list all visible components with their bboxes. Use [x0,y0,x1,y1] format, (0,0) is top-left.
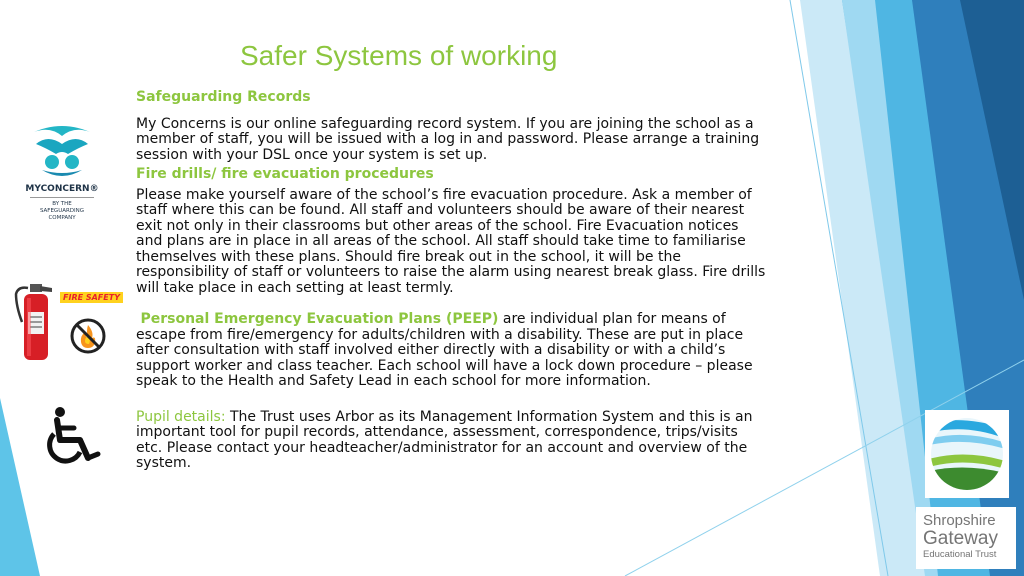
peep-heading: Personal Emergency Evacuation Plans (PEEP) [140,311,499,327]
trust-line1: Shropshire [923,512,996,529]
slide-title: Safer Systems of working [240,40,558,71]
myconcern-sub2: SAFEGUARDING [39,208,85,214]
myconcern-name: MYCONCERN® [25,184,99,194]
myconcern-sub3: COMPANY [48,215,76,221]
peep-text: are individual plan for means of escape from fire/emergency for adults/children with a disability. These are put in place after consultation with staff involved either directly with a disability or with a child’s support worker and class teacher. Each school will have a lock down procedure – please speak to the Health and Safety Lead in each school for more information. [136,311,753,389]
peep-paragraph [136,312,766,390]
pupil-details-paragraph [136,410,766,472]
trust-line2: Gateway [923,528,998,549]
myconcern-sub1: BY THE [52,201,72,207]
myconcern-emblem-icon [30,122,94,178]
fire-drills-heading: Fire drills/ fire evacuation procedures [136,166,434,182]
myconcern-divider [30,197,94,198]
left-triangle-decoration [0,398,40,576]
trust-emblem-icon [925,410,1009,498]
fire-safety-label: FIRE SAFETY [60,292,123,303]
trust-name-logo [916,507,1016,569]
trust-line3: Educational Trust [923,549,997,560]
content-body [136,88,766,472]
safeguarding-records-text: My Concerns is our online safeguarding record system. If you are joining the school as a member of staff, you will be issued with a log in and password. Please arrange a training session with your DSL once your system is set up. [136,115,760,163]
trust-emblem-box [925,410,1009,498]
fire-extinguisher-icon [14,282,58,364]
no-fire-icon [70,318,106,354]
pupil-details-text: The Trust uses Arbor as its Management Information System and this is an important tool for pupil records, attendance, assessment, correspondence, trips/visits etc. Please contact your headteacher/administrator for an account and overview of the system. [136,408,753,471]
pupil-details-heading: Pupil details: [136,408,226,425]
wheelchair-icon [46,406,102,468]
safeguarding-records-heading: Safeguarding Records [136,89,311,105]
myconcern-logo [22,122,102,222]
fire-drills-text: Please make yourself aware of the school’s fire evacuation procedure. Ask a member of staff where this can be found. All staff and volunteers should be aware of their nearest exit not only in their classrooms but other areas of the school. Fire Evacuation notices and plans are in place in all areas of the school. All staff should take time to familiarise themselves with these plans. Should fire break out in the school, it will be the responsibility of staff or volunteers to raise the alarm using nearest break glass. Fire drills will take place in each setting at least termly. [136,186,766,296]
